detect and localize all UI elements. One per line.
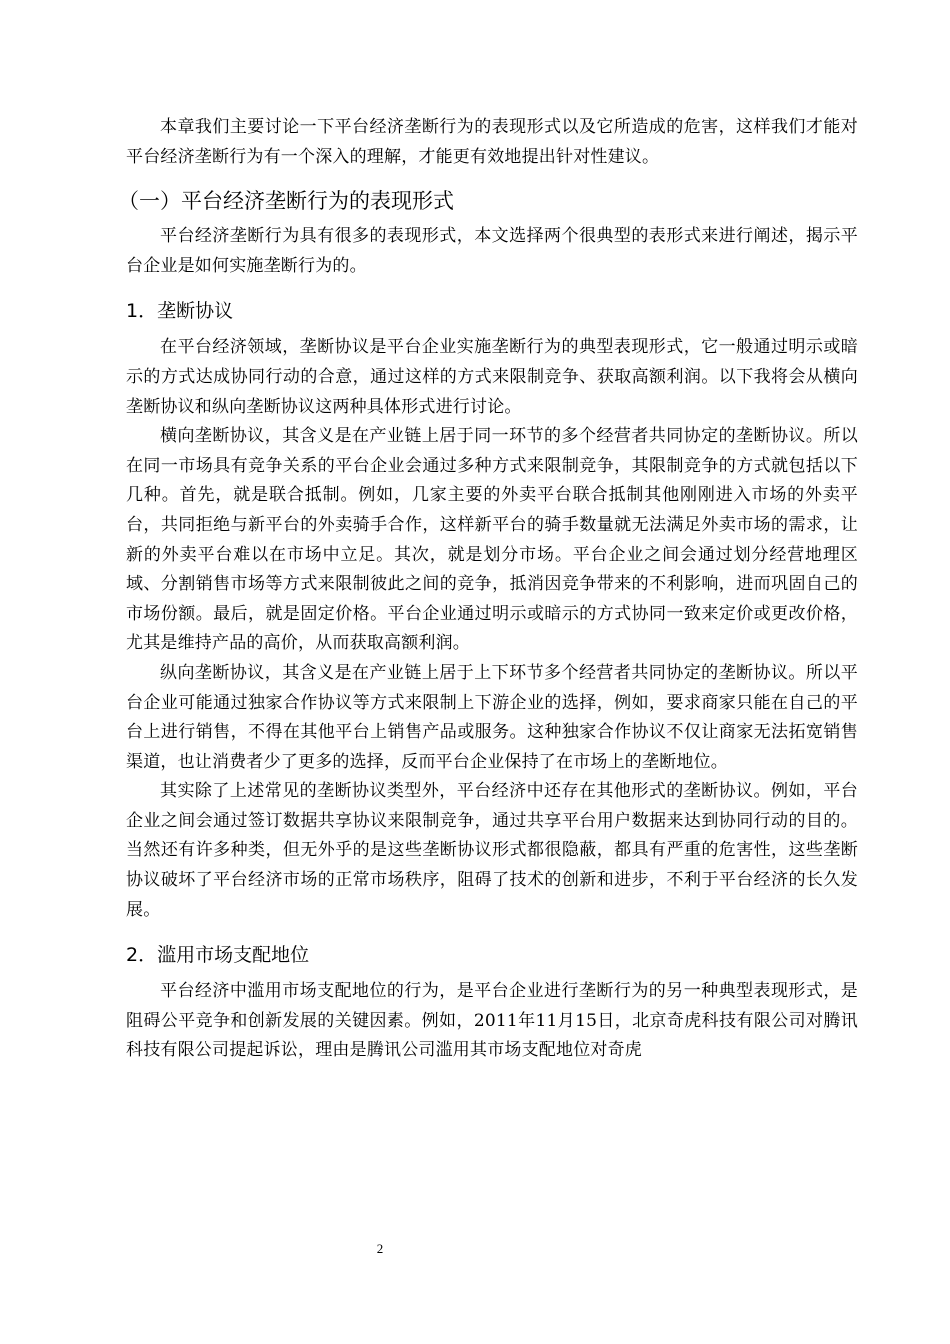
- paragraph-horizontal-agreement: 横向垄断协议，其含义是在产业链上居于同一环节的多个经营者共同协定的垄断协议。所以在同一市场具有竞争关系的平台企业会通过多种方式来限制竞争，其限制竞争的方式就包括以下几种。首先，就是联合抵制。例如，几家主要的外卖平台联合抵制其他刚刚进入市场的外卖平台，共同拒绝与新平台的外卖骑手合作，这样新平台的骑手数量就无法满足外卖市场的需求，让新的外卖平台难以在市场中立足。其次，就是划分市场。平台企业之间会通过划分经营地理区域、分割销售市场等方式来限制彼此之间的竞争，抵消因竞争带来的不利影响，进而巩固自己的市场份额。最后，就是固定价格。平台企业通过明示或暗示的方式协同一致来定价或更改价格，尤其是维持产品的高价，从而获取高额利润。: [126, 426, 858, 654]
- paragraph-forms-intro: 平台经济垄断行为具有很多的表现形式，本文选择两个很典型的表形式来进行阐述，揭示平台企业是如何实施垄断行为的。: [126, 226, 858, 276]
- paragraph-vertical-agreement: 纵向垄断协议，其含义是在产业链上居于上下环节多个经营者共同协定的垄断协议。所以平台企业可能通过独家合作协议等方式来限制上下游企业的选择，例如，要求商家只能在自己的平台上进行销售，不得在其他平台上销售产品或服务。这种独家合作协议不仅让商家无法拓宽销售渠道，也让消费者少了更多的选择，反而平台企业保持了在市场上的垄断地位。: [126, 662, 858, 772]
- document-body: [118, 113, 858, 1066]
- paragraph-market-dominance: 平台经济中滥用市场支配地位的行为，是平台企业进行垄断行为的另一种典型表现形式，是阻碍公平竞争和创新发展的关键因素。例如，2011年11月15日，北京奇虎科技有限公司对腾讯科技有限公司提起诉讼，理由是腾讯公司滥用其市场支配地位对奇虎: [126, 981, 858, 1061]
- paragraph-other-agreements: 其实除了上述常见的垄断协议类型外，平台经济中还存在其他形式的垄断协议。例如，平台企业之间会通过签订数据共享协议来限制竞争，通过共享平台用户数据来达到协同行动的目的。当然还有许多种类，但无外乎的是这些垄断协议形式都很隐蔽，都具有严重的危害性，这些垄断协议破坏了平台经济市场的正常市场秩序，阻碍了技术的创新和进步，不利于平台经济的长久发展。: [126, 781, 858, 920]
- page-number: 2: [376, 1241, 384, 1256]
- paragraph-intro: 本章我们主要讨论一下平台经济垄断行为的表现形式以及它所造成的危害，这样我们才能对平台经济垄断行为有一个深入的理解，才能更有效地提出针对性建议。: [126, 117, 858, 167]
- subheading-monopoly-agreement: 1．垄断协议: [126, 300, 234, 323]
- subheading-market-dominance: 2．滥用市场支配地位: [126, 944, 310, 967]
- section-heading-forms: （一）平台经济垄断行为的表现形式: [118, 189, 454, 214]
- paragraph-agreement-overview: 在平台经济领域，垄断协议是平台企业实施垄断行为的典型表现形式，它一般通过明示或暗示的方式达成协同行动的合意，通过这样的方式来限制竞争、获取高额利润。以下我将会从横向垄断协议和纵向垄断协议这两种具体形式进行讨论。: [126, 337, 858, 417]
